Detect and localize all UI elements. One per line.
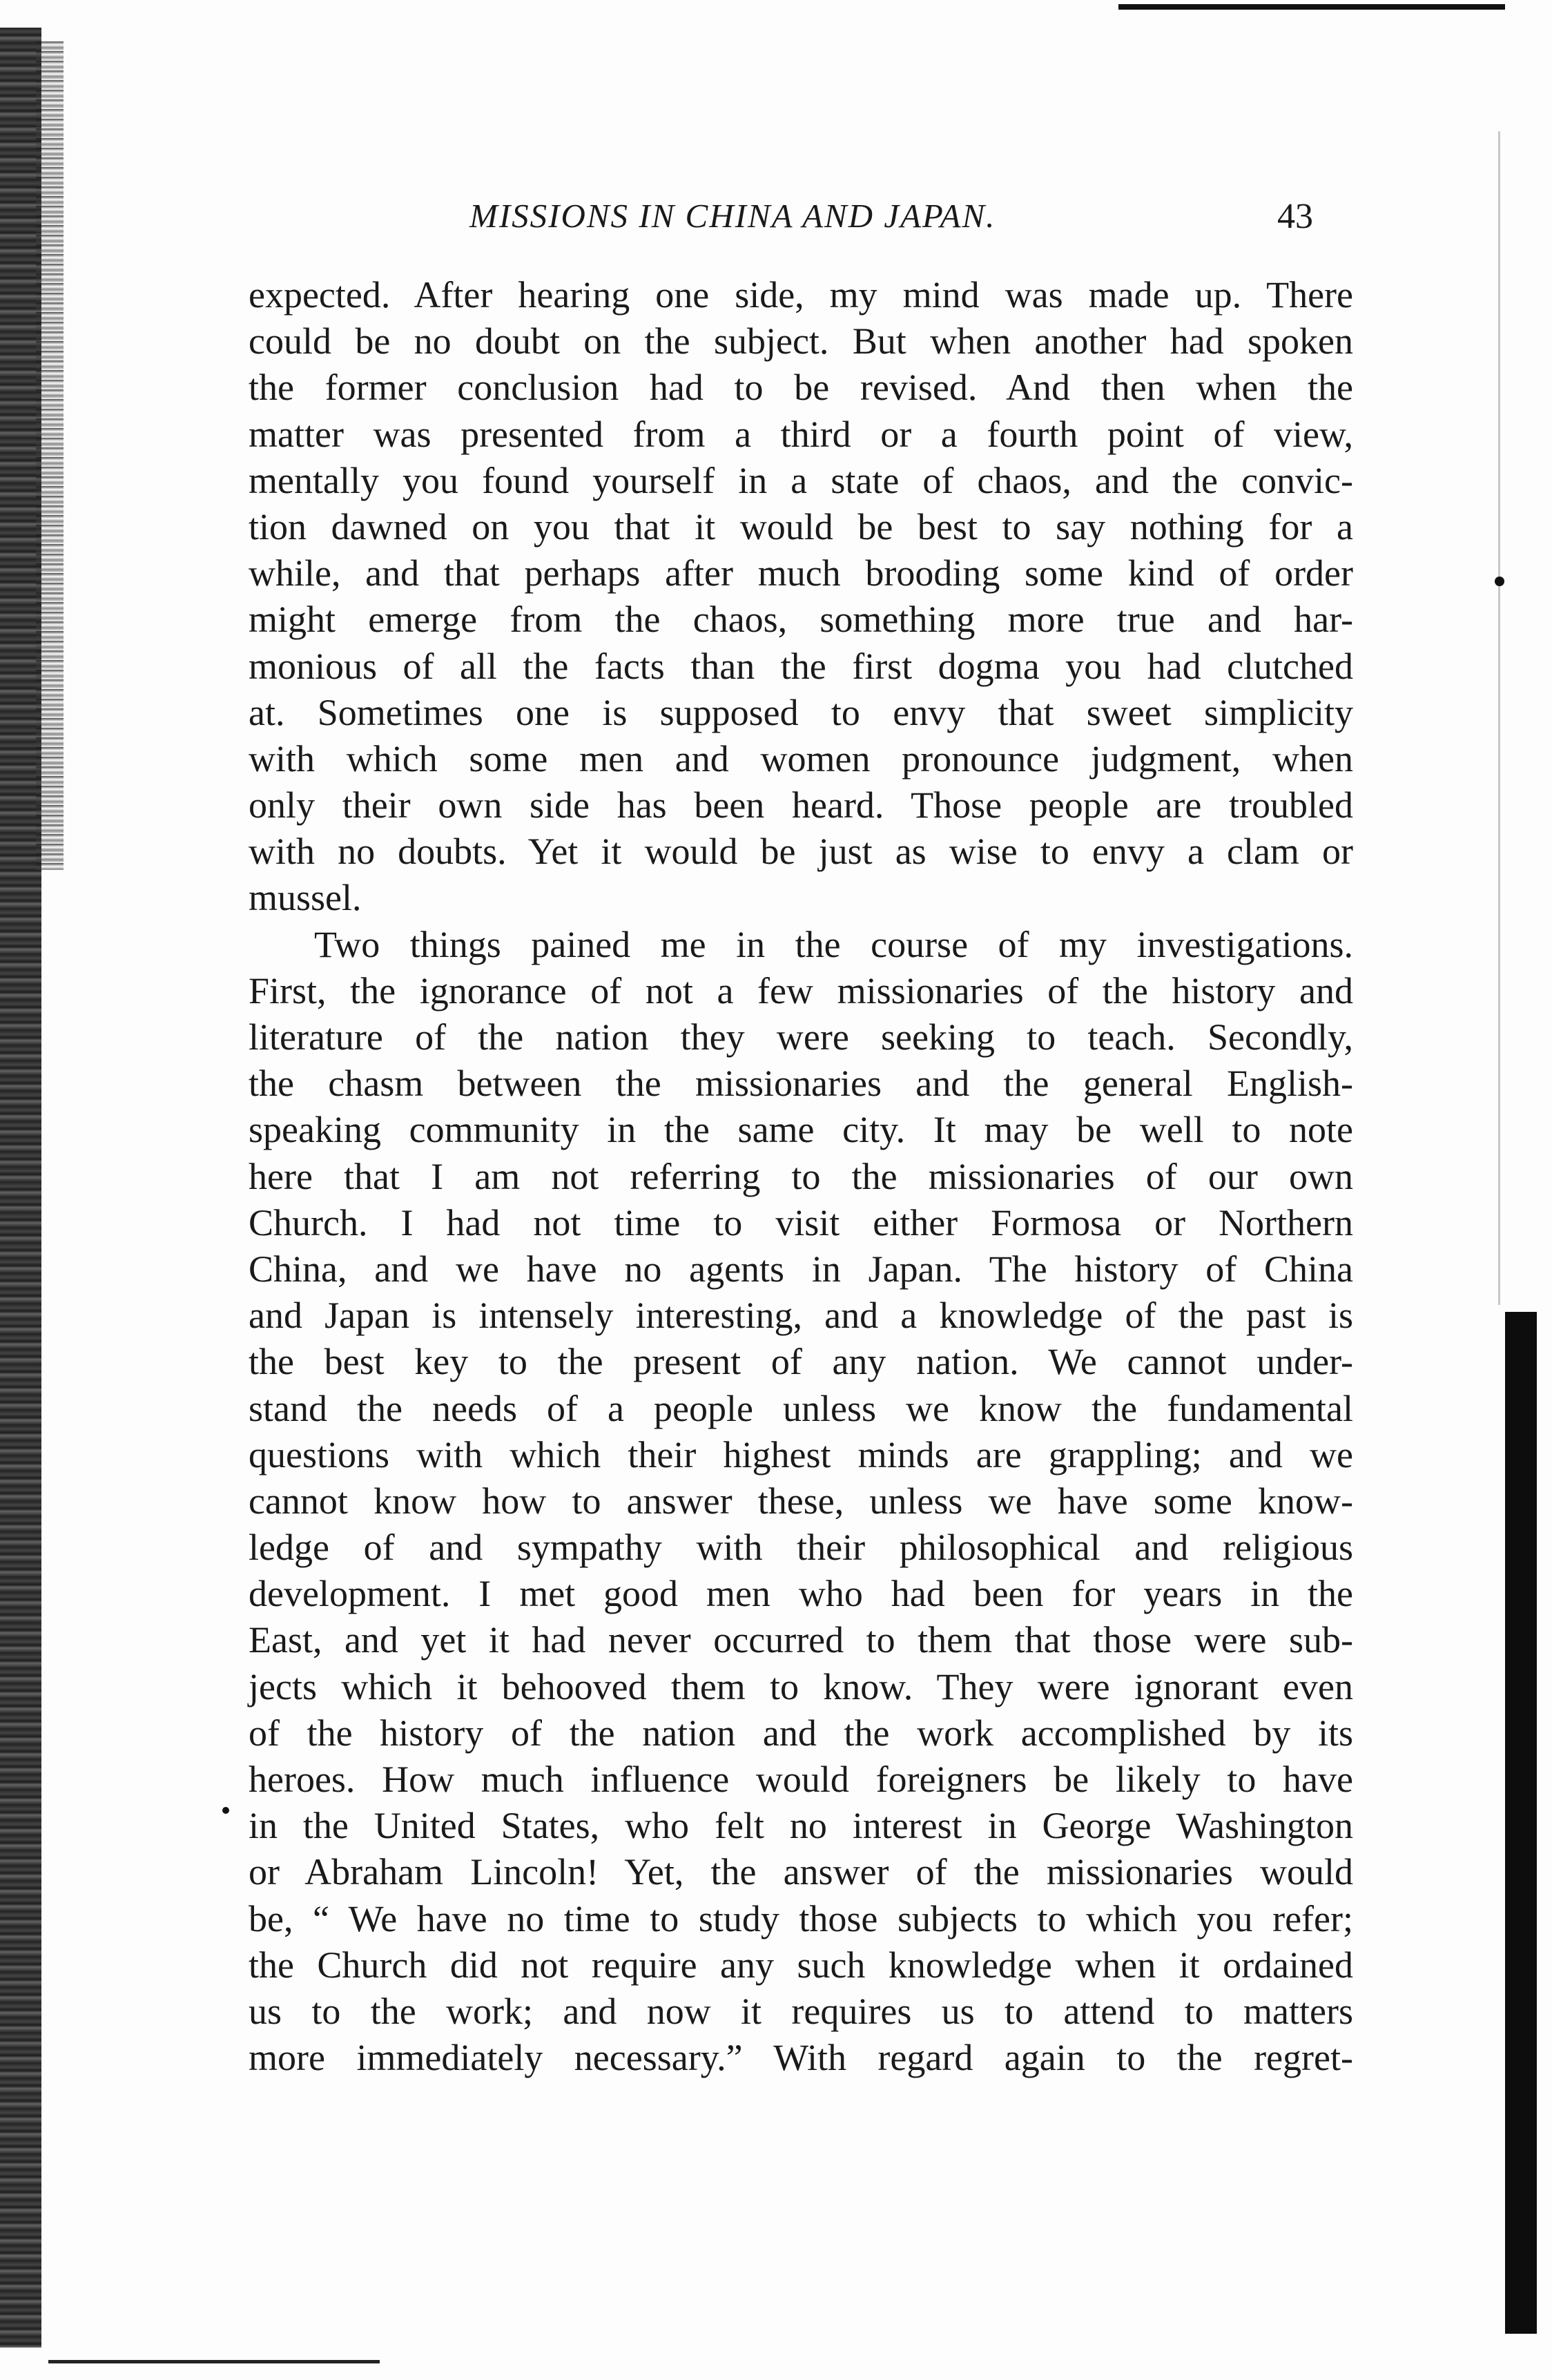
- text-line: while, and that perhaps after much brooding some kind of order: [249, 552, 1353, 594]
- text-line: here that I am not referring to the missionaries of our own: [249, 1155, 1353, 1197]
- page-number: 43: [1277, 197, 1313, 236]
- text-line: and Japan is intensely interesting, and a knowledge of the past is: [249, 1295, 1353, 1337]
- binding-edge-texture: [36, 41, 64, 870]
- paragraph-start-line: Two things pained me in the course of my investigations.: [314, 923, 1353, 965]
- text-line: us to the work; and now it requires us to attend to matters: [249, 1990, 1353, 2032]
- right-scan-edge: [1505, 1312, 1537, 2334]
- body-text: [249, 272, 1353, 2081]
- right-scan-line: [1498, 131, 1500, 1305]
- text-line: the chasm between the missionaries and the general English-: [249, 1063, 1353, 1105]
- text-line: the former conclusion had to be revised. And then when the: [249, 367, 1353, 409]
- bottom-scan-rule: [48, 2360, 380, 2363]
- text-line: the best key to the present of any nation. We cannot under-: [249, 1341, 1353, 1383]
- text-line: jects which it behooved them to know. They were ignorant even: [249, 1665, 1353, 1707]
- text-line: cannot know how to answer these, unless we have some know-: [249, 1480, 1353, 1522]
- text-line: development. I met good men who had been for years in the: [249, 1573, 1353, 1615]
- text-line: literature of the nation they were seeking to teach. Secondly,: [249, 1016, 1353, 1058]
- text-line: at. Sometimes one is supposed to envy that sweet simplicity: [249, 691, 1353, 733]
- text-line: monious of all the facts than the first dogma you had clutched: [249, 645, 1353, 687]
- text-line: heroes. How much influence would foreigners be likely to have: [249, 1759, 1353, 1800]
- text-line: more immediately necessary.” With regard again to the regret-: [249, 2037, 1353, 2079]
- text-line: mussel.: [249, 877, 362, 919]
- text-line: could be no doubt on the subject. But when another had spoken: [249, 320, 1353, 362]
- binding-edge: [0, 28, 41, 2348]
- text-line: First, the ignorance of not a few missionaries of the history and: [249, 969, 1353, 1012]
- text-line: speaking community in the same city. It may be well to note: [249, 1109, 1353, 1151]
- text-line: matter was presented from a third or a fourth point of view,: [249, 413, 1353, 455]
- text-line: tion dawned on you that it would be best to say nothing for a: [249, 505, 1353, 548]
- text-line: only their own side has been heard. Those people are troubled: [249, 784, 1353, 826]
- text-line: of the history of the nation and the work accomplished by its: [249, 1712, 1353, 1754]
- text-line: ledge of and sympathy with their philosophical and religious: [249, 1527, 1353, 1569]
- margin-dot-mark: [222, 1807, 229, 1814]
- margin-dot-mark: [1495, 577, 1504, 586]
- text-line: with which some men and women pronounce judgment, when: [249, 737, 1353, 780]
- running-title: MISSIONS IN CHINA AND JAPAN.: [469, 197, 996, 235]
- text-line: China, and we have no agents in Japan. The history of China: [249, 1248, 1353, 1290]
- page-header: [249, 193, 1422, 249]
- top-scan-rule: [1118, 4, 1505, 10]
- text-line: the Church did not require any such knowledge when it ordained: [249, 1944, 1353, 1986]
- text-line: East, and yet it had never occurred to them that those were sub-: [249, 1619, 1353, 1661]
- text-line: mentally you found yourself in a state of chaos, and the convic-: [249, 459, 1353, 501]
- text-line: stand the needs of a people unless we know the fundamental: [249, 1387, 1353, 1429]
- text-line: expected. After hearing one side, my mind was made up. There: [249, 274, 1353, 316]
- text-line: or Abraham Lincoln! Yet, the answer of the missionaries would: [249, 1851, 1353, 1893]
- text-line: questions with which their highest minds are grappling; and we: [249, 1433, 1353, 1476]
- text-line: might emerge from the chaos, something more true and har-: [249, 599, 1353, 641]
- text-line: with no doubts. Yet it would be just as wise to envy a clam or: [249, 831, 1353, 873]
- text-line: be, “ We have no time to study those subjects to which you refer;: [249, 1897, 1353, 1939]
- text-line: in the United States, who felt no interest in George Washington: [249, 1805, 1353, 1847]
- text-line: Church. I had not time to visit either Formosa or Northern: [249, 1201, 1353, 1244]
